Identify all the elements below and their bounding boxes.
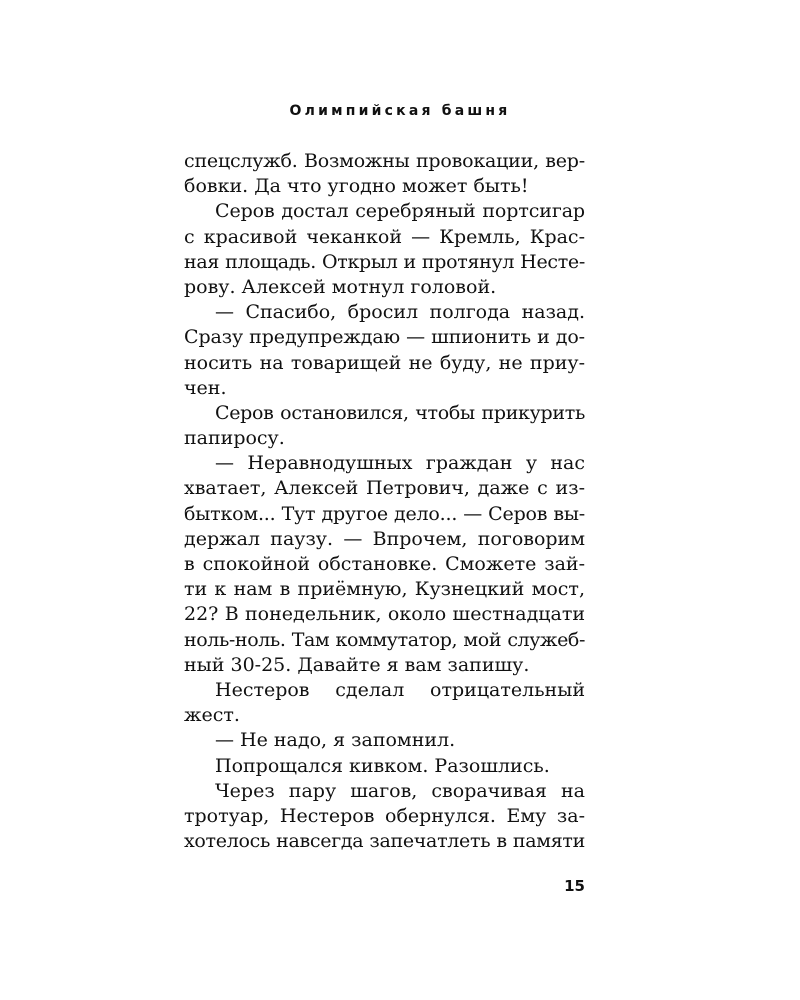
text-line: — Не надо, я запомнил. <box>215 729 456 752</box>
text-line: Серов остановился, чтобы прикурить <box>215 401 585 424</box>
text-line: носить на товарищей не буду, не приу- <box>184 351 585 374</box>
text-line: Нестеров сделал отрицательный <box>215 678 585 701</box>
text-line: бытком... Тут другое дело... — Серов вы- <box>184 502 585 525</box>
text-line: — Спасибо, бросил полгода назад. <box>215 301 585 324</box>
text-line: жест. <box>184 704 240 727</box>
text-line: — Неравнодушных граждан у нас <box>215 452 585 475</box>
text-line: тротуар, Нестеров обернулся. Ему за- <box>184 804 585 827</box>
text-line: держал паузу. — Впрочем, поговорим <box>184 527 585 550</box>
text-line: ная площадь. Открыл и протянул Несте- <box>184 250 585 273</box>
text-line: Попрощался кивком. Разошлись. <box>215 754 550 777</box>
text-line: спецслужб. Возможны провокации, вер- <box>184 150 585 172</box>
text-line: папиросу. <box>184 427 285 450</box>
text-line: бовки. Да что угодно может быть! <box>184 175 529 198</box>
body-text <box>184 149 585 854</box>
text-line: Через пару шагов, сворачивая на <box>215 779 585 802</box>
text-line: ти к нам в приёмную, Кузнецкий мост, <box>184 578 585 601</box>
text-line: в спокойной обстановке. Сможете зай- <box>184 553 585 575</box>
text-line: Сразу предупреждаю — шпионить и до- <box>184 326 585 349</box>
text-line: рову. Алексей мотнул головой. <box>184 275 497 298</box>
text-line: чен. <box>184 376 227 399</box>
text-line: 22? В понедельник, около шестнадцати <box>184 603 585 626</box>
text-line: Серов достал серебряный портсигар <box>215 200 585 223</box>
running-head: Олимпийская башня <box>289 103 511 119</box>
text-line: с красивой чеканкой — Кремль, Крас- <box>184 225 585 248</box>
text-line: хватает, Алексей Петрович, даже с из- <box>184 477 585 500</box>
text-line: ный 30-25. Давайте я вам запишу. <box>184 653 530 676</box>
text-line: хотелось навсегда запечатлеть в памяти <box>184 830 585 853</box>
page-number: 15 <box>564 877 585 895</box>
text-line: ноль-ноль. Там коммутатор, мой служеб- <box>184 628 585 651</box>
